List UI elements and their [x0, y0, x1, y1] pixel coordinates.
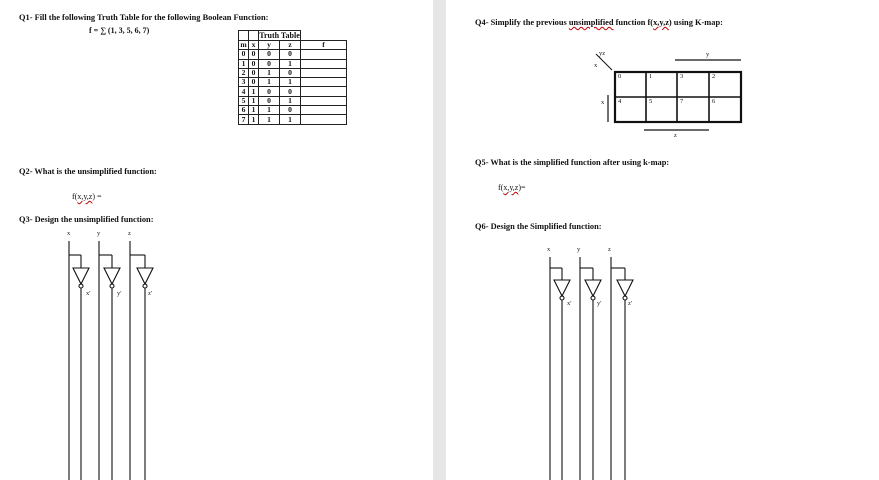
- kmap-cell[interactable]: 4: [618, 98, 622, 105]
- not-gate-y: [104, 268, 120, 284]
- kmap-cell[interactable]: 2: [712, 73, 716, 80]
- page-gutter: [433, 0, 446, 480]
- q6-title: Q6- Design the Simplified function:: [475, 222, 602, 231]
- kmap-cell[interactable]: 5: [649, 98, 653, 105]
- kmap-cell[interactable]: 6: [712, 98, 716, 105]
- kmap-label-y: y: [706, 51, 710, 58]
- document-page-right: [446, 0, 879, 480]
- kmap-corner-x: x: [594, 62, 598, 69]
- input-label-z: z: [128, 230, 131, 237]
- q2-answer[interactable]: f(x,y,z) =: [72, 192, 102, 201]
- output-label-y-not: y': [117, 290, 122, 297]
- not-gate-z: [137, 268, 153, 284]
- output-label-x-not: x': [567, 300, 572, 307]
- input-label-x: x: [547, 246, 551, 253]
- not-gate-x: [73, 268, 89, 284]
- table-row: 7 1 1 1: [239, 115, 347, 124]
- kmap-corner-yz: yz: [599, 50, 606, 57]
- not-gate-x: [554, 280, 570, 296]
- q5-answer[interactable]: f(x,y,z)=: [498, 183, 526, 192]
- table-row: 0 0 0 0: [239, 50, 347, 59]
- output-label-z-not: z': [148, 290, 153, 297]
- input-label-x: x: [67, 230, 71, 237]
- table-row: 4 1 0 0: [239, 87, 347, 96]
- inverter-circuit-right: [446, 0, 879, 480]
- table-row: 2 0 1 0: [239, 68, 347, 77]
- q3-title: Q3- Design the unsimplified function:: [19, 215, 154, 224]
- input-label-y: y: [97, 230, 101, 237]
- table-row: 3 0 1 1: [239, 78, 347, 87]
- output-label-x-not: x': [86, 290, 91, 297]
- header-cell: m: [240, 40, 247, 50]
- not-gate-y: [585, 280, 601, 296]
- q4-title: Q4- Simplify the previous unsimplified function f(x,y,z) using K-map:: [475, 18, 723, 27]
- kmap-cell[interactable]: 7: [680, 98, 684, 105]
- header-cell: y: [259, 41, 280, 50]
- header-cell: f: [301, 41, 347, 50]
- header-cell: z: [280, 41, 301, 50]
- not-gate-z: [617, 280, 633, 296]
- input-label-z: z: [608, 246, 611, 253]
- kmap-cell[interactable]: 3: [680, 73, 684, 80]
- q5-title: Q5- What is the simplified function after using k-map:: [475, 158, 670, 167]
- kmap-label-z: z: [674, 132, 677, 139]
- kmap-cell[interactable]: 0: [618, 73, 622, 80]
- document-page-left: [0, 0, 433, 480]
- truth-table-caption: Truth Table: [259, 30, 300, 40]
- output-label-z-not: z': [628, 300, 633, 307]
- q2-title: Q2- What is the unsimplified function:: [19, 167, 157, 176]
- input-label-y: y: [577, 246, 581, 253]
- q1-title: Q1- Fill the following Truth Table for the following Boolean Function:: [19, 13, 269, 22]
- table-row: 1 0 0 1: [239, 59, 347, 68]
- kmap-label-x: x: [601, 99, 605, 106]
- q1-function: f = ∑ (1, 3, 5, 6, 7): [89, 26, 150, 35]
- header-cell: x: [249, 41, 259, 50]
- table-row: 5 1 0 1: [239, 96, 347, 105]
- table-row: 6 1 1 0: [239, 106, 347, 115]
- output-label-y-not: y': [597, 300, 602, 307]
- kmap-cell[interactable]: 1: [649, 73, 653, 80]
- inverter-circuit-left: [0, 0, 433, 480]
